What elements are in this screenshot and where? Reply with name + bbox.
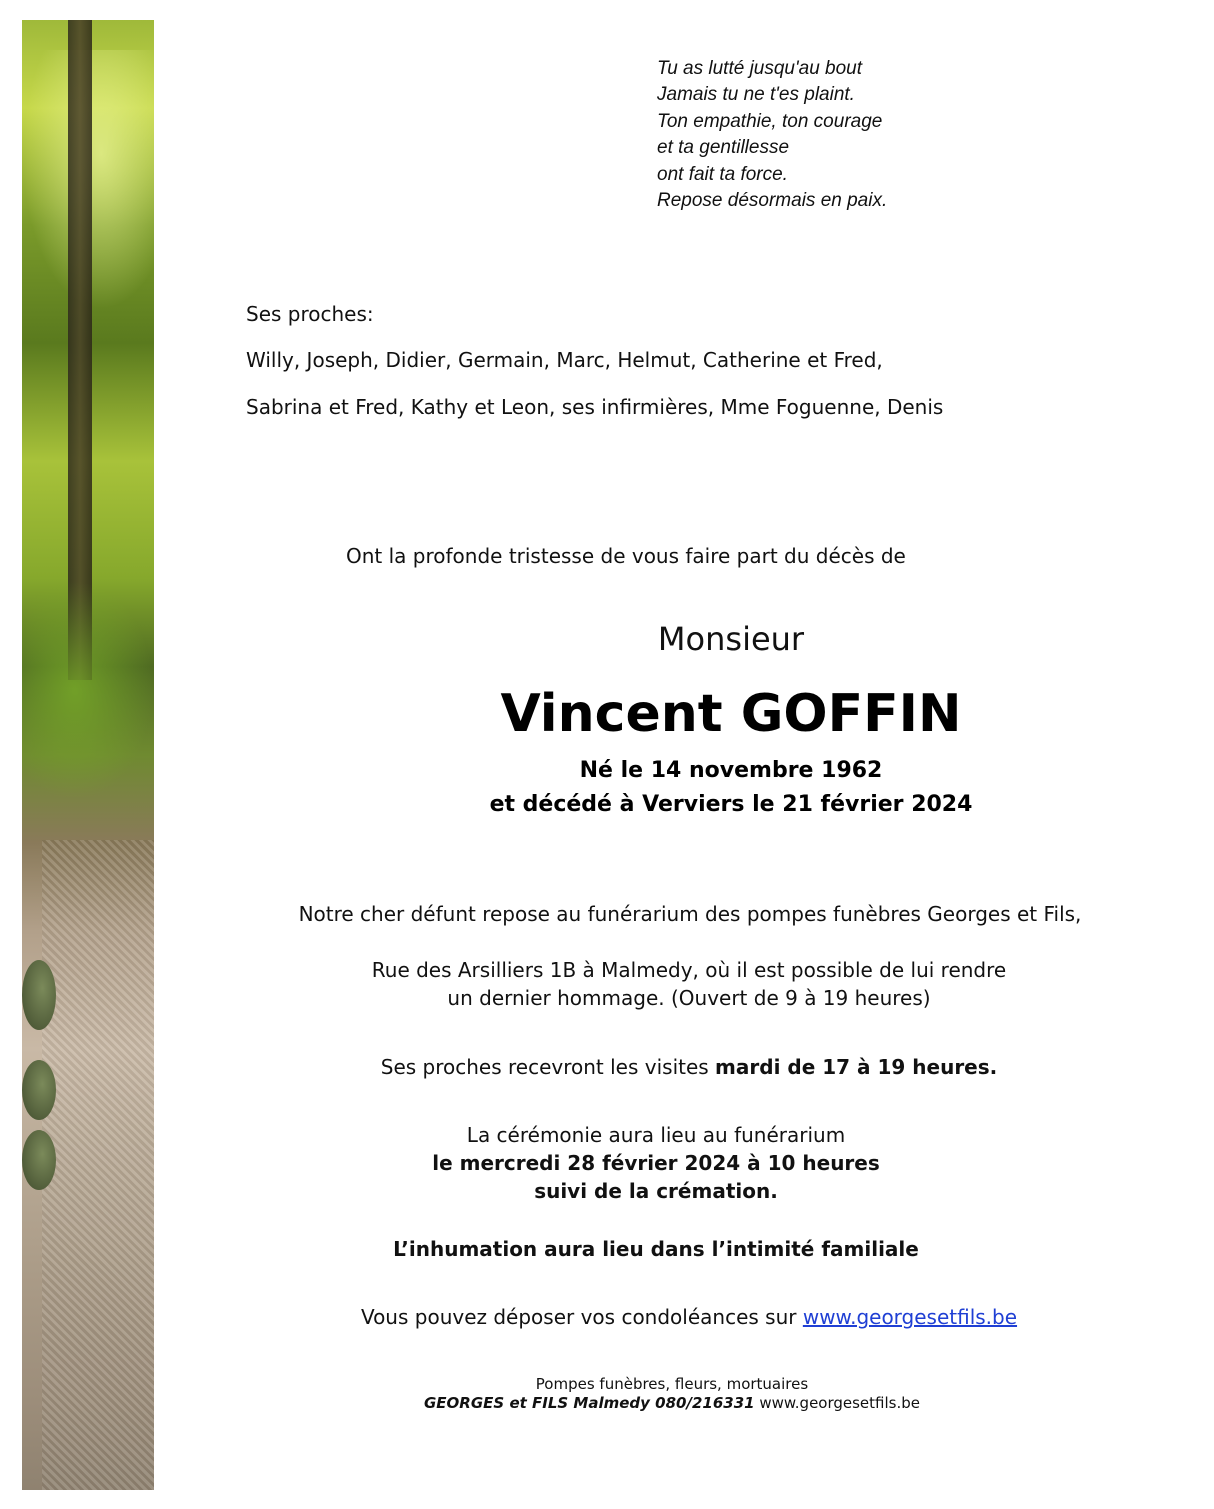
birth-date: Né le 14 novembre 1962 [579, 758, 883, 783]
condolences-text [0, 1305, 1214, 1329]
family-line-1: Willy, Joseph, Didier, Germain, Marc, Helmut, Catherine et Fred, [246, 348, 883, 372]
ceremony-line-2: le mercredi 28 février 2024 à 10 heures [432, 1151, 880, 1175]
poem-line: et ta gentillesse [657, 137, 790, 159]
address-line-2: un dernier hommage. (Ouvert de 9 à 19 heures) [447, 986, 931, 1010]
poem-line: Ton empathie, ton courage [657, 110, 883, 132]
footer-website: www.georgesetfils.be [754, 1394, 920, 1412]
poem-line: Repose désormais en paix. [657, 190, 888, 212]
inhumation-text: L’inhumation aura lieu dans l’intimité familiale [393, 1237, 919, 1261]
ceremony-line-1: La cérémonie aura lieu au funérarium [466, 1123, 846, 1147]
condolences-prefix: Vous pouvez déposer vos condoléances sur [360, 1305, 803, 1329]
visits-prefix: Ses proches recevront les visites [380, 1055, 716, 1079]
poem-line: ont fait ta force. [657, 163, 788, 185]
footer-company: GEORGES et FILS Malmedy 080/216331 [424, 1394, 755, 1412]
condolences-link[interactable]: www.georgesetfils.be [802, 1305, 1018, 1329]
address-line-1: Rue des Arsilliers 1B à Malmedy, où il est possible de lui rendre [371, 958, 1007, 982]
ceremony-line-3: suivi de la crémation. [534, 1179, 778, 1203]
footer-line-1: Pompes funèbres, fleurs, mortuaires [535, 1375, 809, 1393]
poem-line: Tu as lutté jusqu'au bout [657, 58, 863, 79]
poem-line: Jamais tu ne t'es plaint. [657, 84, 855, 106]
announcement: Ont la profonde tristesse de vous faire part du décès de [346, 544, 906, 568]
repose-text: Notre cher défunt repose au funérarium des pompes funèbres Georges et Fils, [298, 902, 1082, 926]
death-date: et décédé à Verviers le 21 février 2024 [489, 792, 973, 817]
family-line-2: Sabrina et Fred, Kathy et Leon, ses infirmières, Mme Foguenne, Denis [246, 395, 944, 419]
deceased-title: Monsieur [657, 620, 805, 658]
poem [657, 56, 887, 214]
visits-time: mardi de 17 à 19 heures. [715, 1055, 998, 1079]
forest-path-photo [22, 20, 154, 1490]
deceased-name: Vincent GOFFIN [500, 684, 962, 744]
footer-line-2 [0, 1394, 1214, 1412]
visits-text [0, 1055, 1214, 1079]
family-heading: Ses proches: [246, 302, 374, 326]
